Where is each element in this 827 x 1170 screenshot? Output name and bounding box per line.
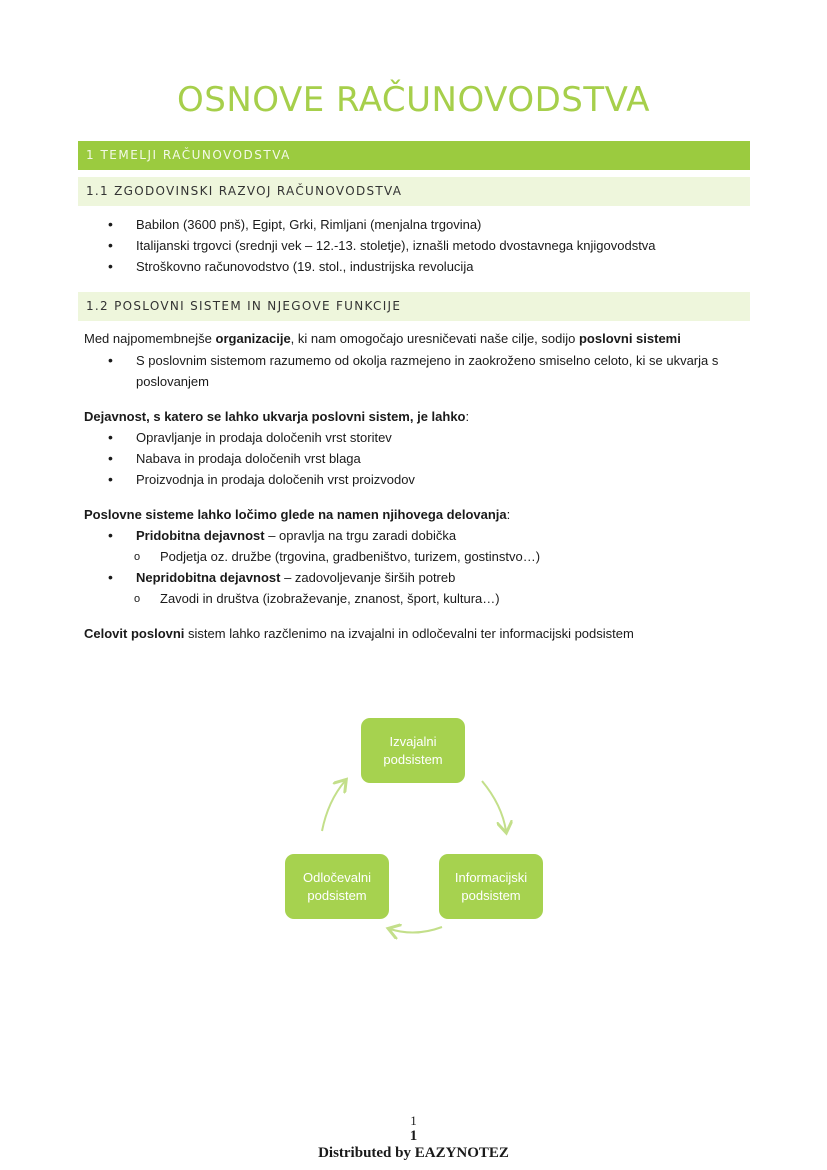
page-number-bold: 1 <box>409 1128 418 1144</box>
namen-list <box>108 525 748 609</box>
dejavnost-heading-text: Dejavnost, s katero se lahko ukvarja poslovni sistem, je lahko <box>84 409 466 424</box>
node-izvajalni <box>361 718 465 783</box>
node-label: Informacijski <box>454 870 528 885</box>
pridobitna-text: – opravlja na trgu zaradi dobička <box>264 528 457 543</box>
intro-bold: poslovni sistemi <box>578 331 681 346</box>
celovit-bold: Celovit <box>84 626 128 641</box>
node-label: podsistem <box>383 752 443 767</box>
list-item: • Italijanski trgovci (srednji vek – 12.-13. stoletje), iznašli metodo dvostavnega knjigovodstva <box>108 235 748 256</box>
list-item: • Babilon (3600 pnš), Egipt, Grki, Rimljani (menjalna trgovina) <box>108 214 748 235</box>
list-item: • Stroškovno računovodstvo (19. stol., industrijska revolucija <box>108 256 748 277</box>
celovit-bold: poslovni <box>130 626 185 641</box>
intro-list <box>108 350 748 392</box>
list-item: • Opravljanje in prodaja določenih vrst storitev <box>108 427 748 448</box>
sub-list-item: o Zavodi in društva (izobraževanje, znanost, šport, kultura…) <box>108 588 748 609</box>
sub-list-item: o Podjetja oz. družbe (trgovina, gradbeništvo, turizem, gostinstvo…) <box>108 546 748 567</box>
arrow-informacijski-to-odlocevalni <box>390 927 442 933</box>
node-label: podsistem <box>307 888 367 903</box>
list-item-line: poslovanjem <box>136 374 209 389</box>
node-informacijski <box>439 854 543 919</box>
intro-bold: organizacije <box>215 331 291 346</box>
subsystem-cycle-diagram <box>270 705 570 955</box>
namen-heading <box>84 504 510 525</box>
nepridobitna-text: – zadovoljevanje širših potreb <box>280 570 456 585</box>
intro-text: Med najpomembnejše <box>84 331 216 346</box>
list-item <box>108 350 748 392</box>
node-label: Odločevalni <box>303 870 371 885</box>
arrow-odlocevalni-to-izvajalni <box>322 781 345 831</box>
colon: : <box>465 409 470 424</box>
list-item-line: S poslovnim sistemom razumemo od okolja razmejeno in zaokroženo smiselno celoto, ki se ukvarja s <box>136 353 719 368</box>
celovit-text: sistem lahko razčlenimo na izvajalni in odločevalni ter informacijski podsistem <box>184 626 634 641</box>
dejavnost-heading <box>84 406 469 427</box>
list-item: • Nabava in prodaja določenih vrst blaga <box>108 448 748 469</box>
colon: : <box>506 507 511 522</box>
dejavnost-list <box>108 427 748 490</box>
section-heading-1-1: 1.1 ZGODOVINSKI RAZVOJ RAČUNOVODSTVA <box>78 177 750 206</box>
intro-text: , ki nam omogočajo uresničevati naše cilje, sodijo <box>290 331 579 346</box>
arrow-izvajalni-to-informacijski <box>482 781 506 831</box>
node-odlocevalni <box>285 854 389 919</box>
celovit-paragraph <box>84 623 634 644</box>
nepridobitna-bold: Nepridobitna dejavnost <box>136 570 281 585</box>
namen-heading-text: Poslovne sisteme lahko ločimo glede na namen njihovega delovanja <box>84 507 507 522</box>
section-heading-1-2: 1.2 POSLOVNI SISTEM IN NJEGOVE FUNKCIJE <box>78 292 750 321</box>
section-heading-1: 1 TEMELJI RAČUNOVODSTVA <box>78 141 750 170</box>
node-label: Izvajalni <box>389 734 437 749</box>
document-title: OSNOVE RAČUNOVODSTVA <box>177 80 650 120</box>
history-list <box>108 214 748 277</box>
list-item <box>108 525 748 546</box>
node-label: podsistem <box>461 888 521 903</box>
list-item: • Proizvodnja in prodaja določenih vrst proizvodov <box>108 469 748 490</box>
intro-paragraph <box>84 328 681 349</box>
footer-distributor: Distributed by EAZYNOTEZ <box>318 1145 509 1161</box>
pridobitna-bold: Pridobitna dejavnost <box>136 528 265 543</box>
list-item <box>108 567 748 588</box>
page-number: 1 <box>410 1113 417 1128</box>
